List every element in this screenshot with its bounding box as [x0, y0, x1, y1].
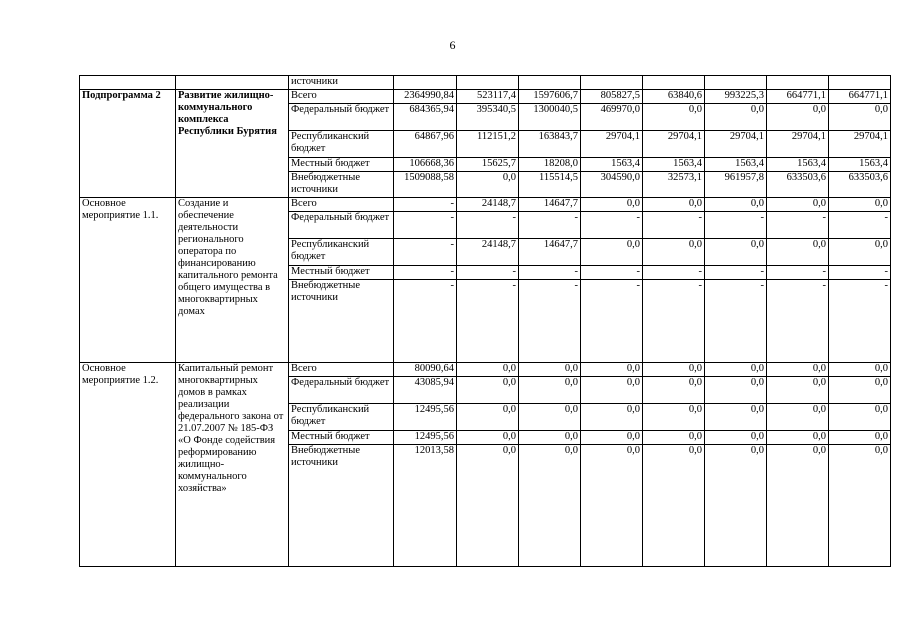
value-cell: 0,0	[829, 445, 891, 567]
value-cell: 18208,0	[519, 158, 581, 172]
value-cell: -	[394, 212, 457, 239]
value-cell: 15625,7	[457, 158, 519, 172]
value-cell: 1563,4	[829, 158, 891, 172]
value-cell: 0,0	[705, 431, 767, 445]
value-cell: 0,0	[581, 404, 643, 431]
value-cell: 664771,1	[767, 90, 829, 104]
value-cell: 664771,1	[829, 90, 891, 104]
table-row	[80, 198, 891, 212]
value-cell: 1563,4	[767, 158, 829, 172]
value-cell: 0,0	[705, 239, 767, 266]
value-cell: 0,0	[519, 445, 581, 567]
value-cell: 29704,1	[705, 131, 767, 158]
empty-cell	[176, 76, 289, 90]
value-cell: 43085,94	[394, 377, 457, 404]
value-cell: 0,0	[829, 404, 891, 431]
value-cell: 0,0	[767, 404, 829, 431]
value-cell: 32573,1	[643, 172, 705, 198]
value-cell: 0,0	[457, 404, 519, 431]
value-cell: -	[705, 280, 767, 363]
value-cell: 1509088,58	[394, 172, 457, 198]
source-label: Федеральный бюджет	[289, 104, 394, 131]
value-cell: 24148,7	[457, 198, 519, 212]
value-cell: -	[519, 212, 581, 239]
source-label: Местный бюджет	[289, 266, 394, 280]
value-cell: -	[519, 280, 581, 363]
source-label: Внебюджетные источники	[289, 280, 394, 363]
value-cell: 0,0	[581, 239, 643, 266]
value-cell: 0,0	[643, 363, 705, 377]
value-cell: 0,0	[581, 198, 643, 212]
value-cell: -	[643, 280, 705, 363]
value-cell: 63840,6	[643, 90, 705, 104]
value-cell: 12013,58	[394, 445, 457, 567]
value-cell: 469970,0	[581, 104, 643, 131]
value-cell: 0,0	[767, 104, 829, 131]
value-cell: -	[394, 239, 457, 266]
program-name: Основное мероприятие 1.1.	[80, 198, 176, 363]
value-cell	[643, 76, 705, 90]
source-label: Республиканский бюджет	[289, 239, 394, 266]
program-name: Основное мероприятие 1.2.	[80, 363, 176, 567]
source-label: Республиканский бюджет	[289, 131, 394, 158]
value-cell: 0,0	[519, 431, 581, 445]
value-cell: 64867,96	[394, 131, 457, 158]
value-cell: 0,0	[767, 363, 829, 377]
value-cell: -	[519, 266, 581, 280]
value-cell: 0,0	[457, 431, 519, 445]
value-cell: -	[581, 280, 643, 363]
value-cell: -	[705, 266, 767, 280]
value-cell: -	[394, 266, 457, 280]
table-row	[80, 76, 891, 90]
value-cell	[705, 76, 767, 90]
value-cell: -	[394, 280, 457, 363]
source-label: Всего	[289, 363, 394, 377]
value-cell: 0,0	[643, 104, 705, 131]
value-cell: -	[457, 266, 519, 280]
table-row	[80, 90, 891, 104]
value-cell: 0,0	[457, 445, 519, 567]
program-name: Подпрограмма 2	[80, 90, 176, 198]
value-cell: 0,0	[643, 404, 705, 431]
value-cell: 12495,56	[394, 431, 457, 445]
value-cell: 0,0	[829, 239, 891, 266]
value-cell: 633503,6	[829, 172, 891, 198]
value-cell: 0,0	[705, 445, 767, 567]
value-cell: -	[581, 212, 643, 239]
value-cell: 0,0	[705, 198, 767, 212]
value-cell	[581, 76, 643, 90]
value-cell: 2364990,84	[394, 90, 457, 104]
source-label: Всего	[289, 90, 394, 104]
value-cell: -	[829, 280, 891, 363]
value-cell: 684365,94	[394, 104, 457, 131]
value-cell: 0,0	[643, 198, 705, 212]
value-cell: 0,0	[581, 363, 643, 377]
program-title: Капитальный ремонт многоквартирных домов в рамках реализации федерального закона от 21.07.2007 № 185-ФЗ «О Фонде содействия реформированию жилищно-коммунального хозяйства»	[176, 363, 289, 567]
page-number: 6	[449, 38, 456, 52]
value-cell: 29704,1	[643, 131, 705, 158]
source-label: Внебюджетные источники	[289, 172, 394, 198]
value-cell: -	[581, 266, 643, 280]
value-cell: 29704,1	[829, 131, 891, 158]
value-cell: 395340,5	[457, 104, 519, 131]
value-cell: 633503,6	[767, 172, 829, 198]
value-cell: 0,0	[643, 239, 705, 266]
value-cell: -	[767, 280, 829, 363]
source-label: Всего	[289, 198, 394, 212]
value-cell: 14647,7	[519, 239, 581, 266]
value-cell: 0,0	[457, 363, 519, 377]
value-cell: 0,0	[457, 172, 519, 198]
value-cell: 0,0	[643, 445, 705, 567]
value-cell: 993225,3	[705, 90, 767, 104]
program-title: Создание и обеспечение деятельности регионального оператора по финансированию капитального ремонта общего имущества в многоквартирных домах	[176, 198, 289, 363]
program-title: Развитие жилищно-коммунального комплекса Республики Бурятия	[176, 90, 289, 198]
value-cell: 0,0	[519, 363, 581, 377]
value-cell: 115514,5	[519, 172, 581, 198]
value-cell: 1300040,5	[519, 104, 581, 131]
value-cell: 0,0	[457, 377, 519, 404]
source-label: Республиканский бюджет	[289, 404, 394, 431]
value-cell	[457, 76, 519, 90]
value-cell: 29704,1	[581, 131, 643, 158]
value-cell: 0,0	[643, 431, 705, 445]
value-cell: 0,0	[705, 377, 767, 404]
source-label: Федеральный бюджет	[289, 212, 394, 239]
source-label: Местный бюджет	[289, 158, 394, 172]
value-cell: -	[767, 212, 829, 239]
value-cell: 0,0	[767, 445, 829, 567]
value-cell: 523117,4	[457, 90, 519, 104]
value-cell: 1597606,7	[519, 90, 581, 104]
value-cell: 106668,36	[394, 158, 457, 172]
value-cell: 805827,5	[581, 90, 643, 104]
value-cell: 0,0	[767, 377, 829, 404]
source-label: Внебюджетные источники	[289, 445, 394, 567]
value-cell	[519, 76, 581, 90]
value-cell: 0,0	[581, 431, 643, 445]
value-cell	[767, 76, 829, 90]
value-cell: 24148,7	[457, 239, 519, 266]
value-cell: 0,0	[767, 239, 829, 266]
value-cell: 304590,0	[581, 172, 643, 198]
value-cell: 0,0	[829, 363, 891, 377]
value-cell: 14647,7	[519, 198, 581, 212]
value-cell: 0,0	[829, 431, 891, 445]
value-cell: 0,0	[581, 445, 643, 567]
table-row	[80, 363, 891, 377]
value-cell: 0,0	[767, 431, 829, 445]
source-label: Местный бюджет	[289, 431, 394, 445]
value-cell: 0,0	[705, 404, 767, 431]
empty-cell	[80, 76, 176, 90]
value-cell: 0,0	[581, 377, 643, 404]
value-cell: 0,0	[829, 104, 891, 131]
value-cell: 0,0	[705, 104, 767, 131]
value-cell: 0,0	[519, 404, 581, 431]
value-cell: 1563,4	[705, 158, 767, 172]
value-cell: -	[829, 266, 891, 280]
value-cell: 1563,4	[643, 158, 705, 172]
value-cell: 0,0	[705, 363, 767, 377]
value-cell: 961957,8	[705, 172, 767, 198]
value-cell: -	[643, 212, 705, 239]
value-cell: -	[705, 212, 767, 239]
value-cell: -	[457, 212, 519, 239]
value-cell: 29704,1	[767, 131, 829, 158]
source-label: источники	[289, 76, 394, 90]
value-cell: 0,0	[829, 377, 891, 404]
value-cell	[394, 76, 457, 90]
value-cell: -	[767, 266, 829, 280]
value-cell: 0,0	[767, 198, 829, 212]
value-cell: -	[457, 280, 519, 363]
source-label: Федеральный бюджет	[289, 377, 394, 404]
value-cell: 0,0	[519, 377, 581, 404]
value-cell	[829, 76, 891, 90]
value-cell: 1563,4	[581, 158, 643, 172]
value-cell: -	[643, 266, 705, 280]
value-cell: 12495,56	[394, 404, 457, 431]
value-cell: -	[829, 212, 891, 239]
budget-table	[79, 75, 891, 567]
value-cell: -	[394, 198, 457, 212]
value-cell: 0,0	[643, 377, 705, 404]
value-cell: 163843,7	[519, 131, 581, 158]
value-cell: 112151,2	[457, 131, 519, 158]
value-cell: 0,0	[829, 198, 891, 212]
value-cell: 80090,64	[394, 363, 457, 377]
